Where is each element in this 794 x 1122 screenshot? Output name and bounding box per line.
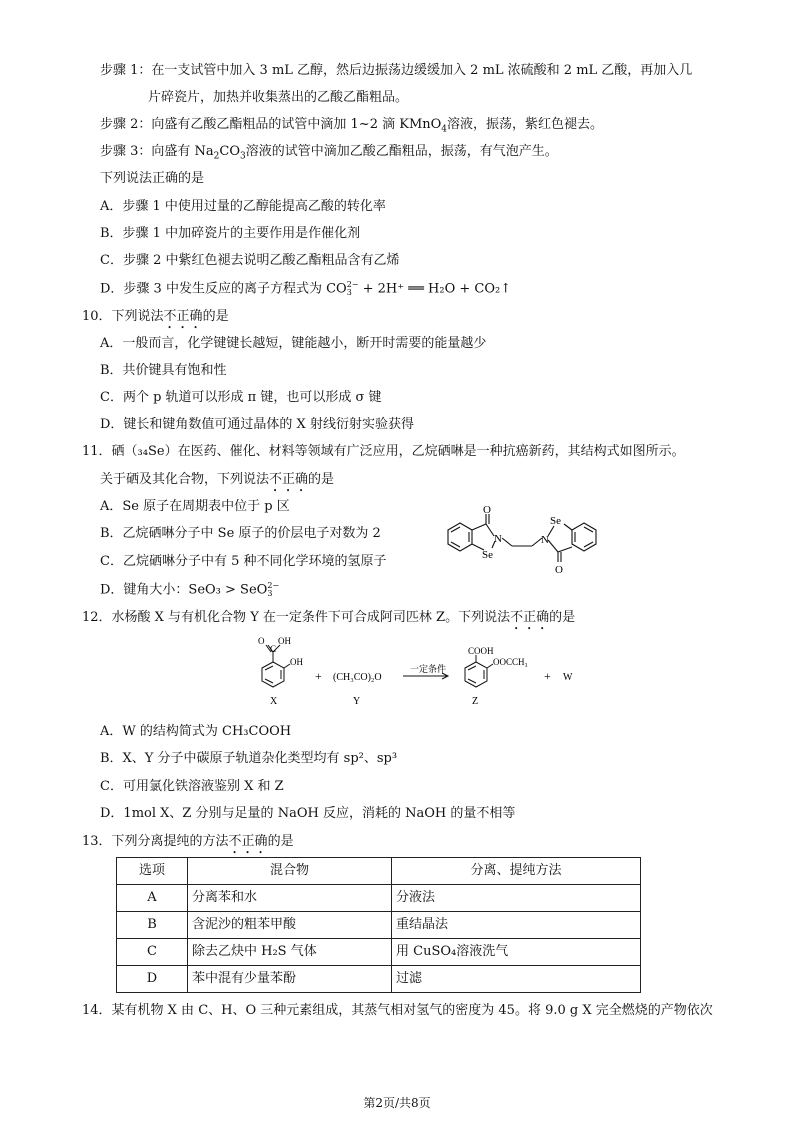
z-label: Z — [472, 696, 479, 707]
cell-method: 过滤 — [392, 966, 641, 993]
structure-o-1: O — [483, 504, 491, 516]
table-row — [117, 885, 641, 912]
structure-se-2: Se — [550, 515, 561, 527]
plus-sign-1: + — [315, 669, 322, 683]
cell-method: 重结晶法 — [392, 912, 641, 939]
x-label: X — [270, 696, 278, 707]
q11-option-b: B．乙烷硒啉分子中 Se 原子的价层电子对数为 2 — [100, 526, 381, 541]
q10-option-c: C．两个 p 轨道可以形成 π 键，也可以形成 σ 键 — [100, 390, 382, 405]
cell-option: A — [117, 885, 188, 912]
x-oh-label-2: OH — [290, 657, 303, 667]
x-o-label: O — [258, 636, 265, 646]
cell-option: C — [117, 939, 188, 966]
ethaselen-structure — [440, 502, 615, 582]
q11-option-c: C．乙烷硒啉分子中有 5 种不同化学环境的氢原子 — [100, 554, 387, 569]
separation-methods-table — [116, 857, 641, 993]
q10-option-d: D．键长和键角数值可通过晶体的 X 射线衍射实验获得 — [100, 417, 414, 432]
y-formula: (CH₃CO)₂O — [333, 672, 382, 683]
step-1-line-1: 步骤 1：在一支试管中加入 3 mL 乙醇，然后边振荡边缓缓加入 2 mL 浓硫酸和 2 mL 乙酸，再加入几 — [100, 63, 693, 78]
cell-mixture: 除去乙炔中 H₂S 气体 — [188, 939, 392, 966]
cell-method: 用 CuSO₄溶液洗气 — [392, 939, 641, 966]
header-mixture: 混合物 — [188, 858, 392, 885]
q13-stem: 13．下列分离提纯的方法不正确的是 — [82, 834, 294, 849]
q9-option-d: D．步骤 3 中发生反应的离子方程式为 CO2− 3 + 2H⁺ ══ H₂O + CO₂↑ — [100, 280, 512, 297]
cell-mixture: 含泥沙的粗苯甲酸 — [188, 912, 392, 939]
page-footer: 第2页/共8页 — [363, 1096, 431, 1110]
q11-stem-line-1: 11．硒（₃₄Se）在医药、催化、材料等领域有广泛应用，乙烷硒啉是一种抗癌新药，其结构式如图所示。 — [82, 444, 685, 459]
q12-option-d: D．1mol X、Z 分别与足量的 NaOH 反应，消耗的 NaOH 的量不相等 — [100, 806, 516, 821]
cell-option: B — [117, 912, 188, 939]
cell-option: D — [117, 966, 188, 993]
q9-option-a: A．步骤 1 中使用过量的乙醇能提高乙酸的转化率 — [100, 199, 386, 214]
q11-stem-line-2: 关于硒及其化合物，下列说法不正确的是 — [100, 472, 335, 487]
structure-se-1: Se — [482, 549, 493, 561]
reaction-condition: 一定条件 — [410, 664, 447, 674]
z-ester-label: OOCCH₃ — [493, 657, 528, 667]
q14-stem: 14．某有机物 X 由 C、H、O 三种元素组成，其蒸气相对氢气的密度为 45。将 9.0 g X 完全燃烧的产物依次 — [82, 1003, 713, 1018]
header-option: 选项 — [117, 858, 188, 885]
y-label: Y — [353, 696, 361, 707]
structure-n-1: N — [494, 533, 502, 545]
q12-option-b: B．X、Y 分子中碳原子轨道杂化类型均有 sp²、sp³ — [100, 751, 398, 766]
table-row — [117, 939, 641, 966]
plus-sign-2: + — [544, 669, 551, 683]
structure-n-2: N — [541, 534, 549, 546]
q10-option-a: A．一般而言，化学键键长越短，键能越小，断开时需要的能量越少 — [100, 336, 487, 351]
x-oh-label-1: OH — [278, 636, 291, 646]
structure-o-2: O — [555, 564, 563, 576]
step-2: 步骤 2：向盛有乙酸乙酯粗品的试管中滴加 1~2 滴 KMnO$_4$溶液，振荡，紫红色褪去。 — [100, 117, 604, 135]
q12-option-c: C．可用氯化铁溶液鉴别 X 和 Z — [100, 779, 284, 794]
cell-mixture: 分离苯和水 — [188, 885, 392, 912]
cell-method: 分液法 — [392, 885, 641, 912]
z-cooh-label: COOH — [468, 646, 494, 656]
q9-stem: 下列说法正确的是 — [100, 171, 205, 186]
table-row — [117, 966, 641, 993]
q9-option-b: B．步骤 1 中加碎瓷片的主要作用是作催化剂 — [100, 226, 361, 241]
aspirin-synthesis-scheme — [240, 632, 600, 712]
step-1-line-2: 片碎瓷片，加热并收集蒸出的乙酸乙酯粗品。 — [148, 90, 409, 105]
q11-option-a: A．Se 原子在周期表中位于 p 区 — [100, 499, 290, 514]
q9-option-c: C．步骤 2 中紫红色褪去说明乙酸乙酯粗品含有乙烯 — [100, 253, 400, 268]
q10-option-b: B．共价键具有饱和性 — [100, 363, 227, 378]
w-label: W — [563, 672, 573, 683]
q12-option-a: A．W 的结构简式为 CH₃COOH — [100, 724, 292, 739]
cell-mixture: 苯中混有少量苯酚 — [188, 966, 392, 993]
q12-stem: 12．水杨酸 X 与有机化合物 Y 在一定条件下可合成阿司匹林 Z。下列说法不正确的是 — [82, 610, 576, 625]
table-row — [117, 912, 641, 939]
q11-option-d: D．键角大小：SeO₃ > SeO2− 3 — [100, 581, 280, 598]
step-3: 步骤 3：向盛有 $Na_2CO_3$溶液的试管中滴加乙酸乙酯粗品，振荡，有气泡产生。 — [100, 144, 558, 162]
q10-stem: 10．下列说法不正确的是 — [82, 309, 229, 324]
header-method: 分离、提纯方法 — [392, 858, 641, 885]
table-header-row — [117, 858, 641, 885]
x-c-label: C — [270, 644, 277, 654]
